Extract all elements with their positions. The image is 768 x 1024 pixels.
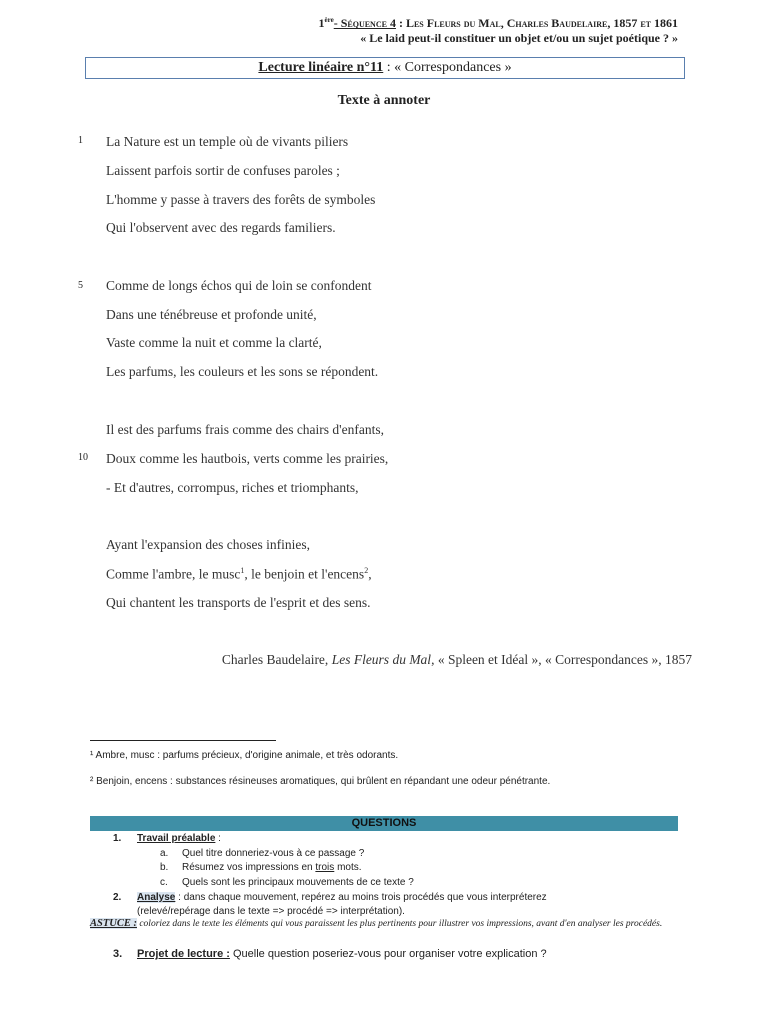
- question-1b: b. Résumez vos impressions en trois mots.: [160, 862, 362, 873]
- verse-line: Dans une ténébreuse et profonde unité,: [106, 307, 317, 322]
- verse-line: Laissent parfois sortir de confuses paroles ;: [106, 163, 340, 178]
- questions-header: QUESTIONS: [90, 816, 678, 831]
- footnote-divider: [90, 740, 276, 741]
- question-2: 2. Analyse : dans chaque mouvement, repérez au moins trois procédés que vous interpréterez: [113, 892, 547, 903]
- verse-line: Ayant l'expansion des choses infinies,: [106, 537, 311, 552]
- verse-line: La Nature est un temple où de vivants piliers: [106, 134, 349, 149]
- question-1: 1. Travail préalable :: [113, 833, 221, 844]
- verse-line: L'homme y passe à travers des forêts de symboles: [106, 192, 376, 207]
- astuce-tip: ASTUCE : coloriez dans le texte les éléments qui vous paraissent les plus pertinents pour illustrer vos impressions, avant d'en analyser les procédés.: [90, 918, 663, 929]
- page-title-box: [85, 57, 685, 79]
- verse-line: Il est des parfums frais comme des chairs d'enfants,: [106, 422, 384, 437]
- verse-line: Vaste comme la nuit et comme la clarté,: [106, 335, 322, 350]
- verse-line: - Et d'autres, corrompus, riches et triomphants,: [106, 480, 359, 495]
- subtitle: Texte à annoter: [337, 93, 431, 108]
- header-question: « Le laid peut-il constituer un objet et/ou un sujet poétique ? »: [360, 31, 678, 45]
- page-title-rest: : « Correspondances »: [383, 60, 512, 75]
- citation: Charles Baudelaire, Les Fleurs du Mal, « Spleen et Idéal », « Correspondances », 1857: [221, 652, 692, 667]
- verse-line: Doux comme les hautbois, verts comme les prairies,: [106, 451, 389, 466]
- page-title: Lecture linéaire n°11: [258, 60, 384, 75]
- question-2-detail: (relevé/repérage dans le texte => procédé => interprétation).: [137, 906, 405, 917]
- verse-line-13: Comme l'ambre, le musc$^1$, le benjoin et l'encens$^2$,: [106, 566, 372, 582]
- footnote-ref-1[interactable]: 1: [240, 566, 245, 575]
- verse-line: Les parfums, les couleurs et les sons se répondent.: [106, 364, 379, 379]
- header-sequence: 1ère- Séquence 4 : Les Fleurs du Mal, Charles Baudelaire, 1857 et 1861: [318, 16, 678, 30]
- footnote-2: ² Benjoin, encens : substances résineuses aromatiques, qui brûlent en répandant une odeur pénétrante.: [90, 776, 551, 787]
- footnote-1: ¹ Ambre, musc : parfums précieux, d'origine animale, et très odorants.: [90, 750, 399, 761]
- verse-line: Qui l'observent avec des regards familiers.: [106, 220, 336, 235]
- question-3: 3. Projet de lecture : Quelle question poseriez-vous pour organiser votre explication ?: [113, 948, 547, 960]
- line-number: 1: [78, 135, 83, 146]
- footnote-ref-2[interactable]: 2: [364, 566, 369, 575]
- verse-line: Qui chantent les transports de l'esprit et des sens.: [106, 595, 371, 610]
- question-1a: a. Quel titre donneriez-vous à ce passage ?: [160, 848, 365, 859]
- line-number: 10: [78, 452, 88, 463]
- line-number: 5: [78, 280, 83, 291]
- question-1c: c. Quels sont les principaux mouvements de ce texte ?: [160, 877, 414, 888]
- verse-line: Comme de longs échos qui de loin se confondent: [106, 278, 372, 293]
